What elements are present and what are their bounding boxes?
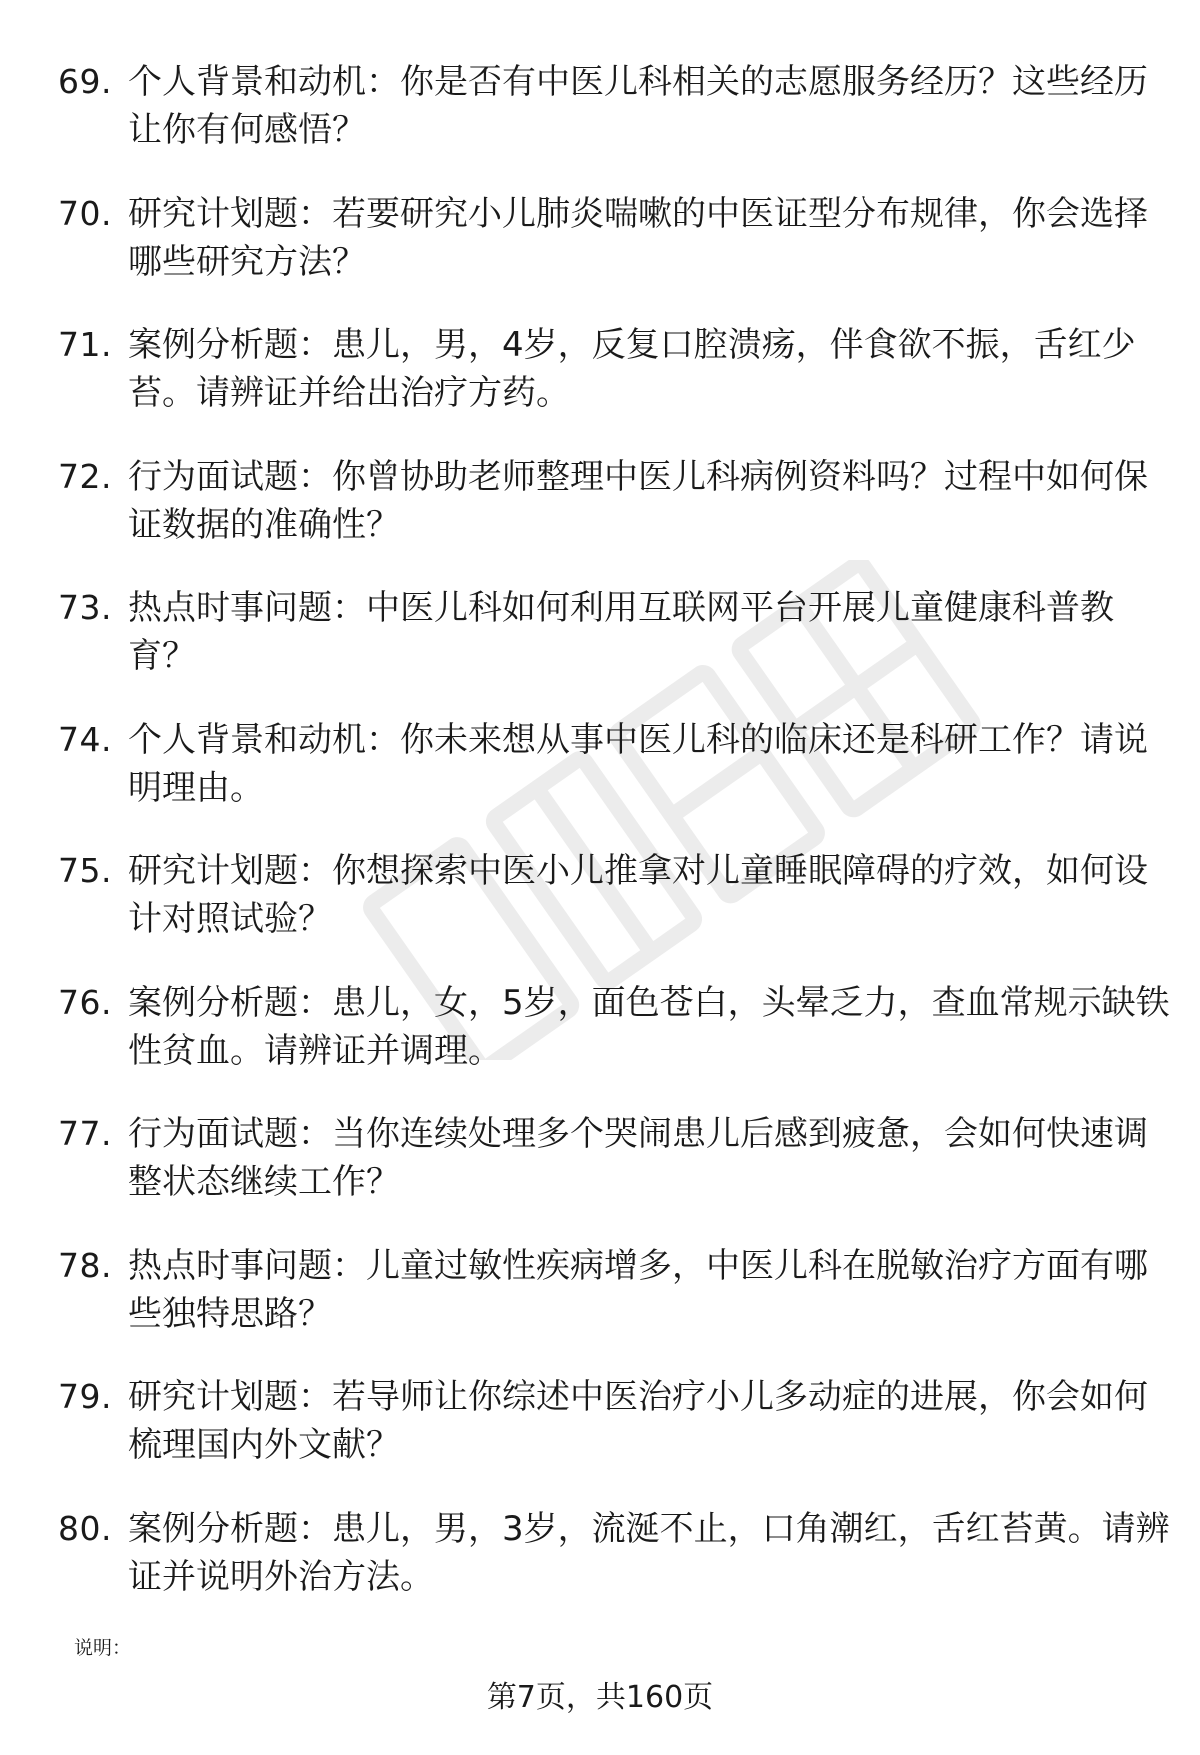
question-text: 行为面试题：当你连续处理多个哭闹患儿后感到疲惫，会如何快速调整状态继续工作？ <box>128 1114 1148 1202</box>
question-number: 73. <box>58 588 112 627</box>
question-number: 80. <box>58 1508 112 1548</box>
question-number: 74. <box>58 719 112 759</box>
question-number: 77. <box>58 1114 112 1153</box>
question-number: 71. <box>58 325 112 364</box>
question-item <box>0 1505 1200 1637</box>
question-item <box>0 1242 1200 1374</box>
question-item <box>0 584 1200 716</box>
question-item <box>0 979 1200 1111</box>
question-number: 75. <box>58 851 112 890</box>
question-item <box>0 321 1200 453</box>
page-footer: 第7页，共160页 <box>486 1680 714 1715</box>
question-number: 69. <box>58 62 112 101</box>
question-text: 热点时事问题：中医儿科如何利用互联网平台开展儿童健康科普教育？ <box>128 588 1114 676</box>
question-number: 76. <box>58 982 112 1022</box>
question-item <box>0 453 1200 585</box>
question-item <box>0 1110 1200 1242</box>
question-item <box>0 1373 1200 1505</box>
question-number: 70. <box>58 193 112 233</box>
question-text: 案例分析题：患儿，男，4岁，反复口腔溃疡，伴食欲不振，舌红少苔。请辨证并给出治疗方药。 <box>128 325 1136 413</box>
question-item <box>0 58 1200 190</box>
question-item <box>0 847 1200 979</box>
question-text: 个人背景和动机：你未来想从事中医儿科的临床还是科研工作？请说明理由。 <box>128 719 1148 808</box>
question-text: 个人背景和动机：你是否有中医儿科相关的志愿服务经历？这些经历让你有何感悟？ <box>128 62 1148 150</box>
question-text: 行为面试题：你曾协助老师整理中医儿科病例资料吗？过程中如何保证数据的准确性？ <box>128 456 1148 545</box>
question-number: 72. <box>58 456 112 496</box>
question-text: 研究计划题：若要研究小儿肺炎喘嗽的中医证型分布规律，你会选择哪些研究方法？ <box>128 193 1148 282</box>
question-text: 热点时事问题：儿童过敏性疾病增多，中医儿科在脱敏治疗方面有哪些独特思路？ <box>128 1245 1148 1334</box>
question-number: 79. <box>58 1377 112 1416</box>
question-text: 研究计划题：你想探索中医小儿推拿对儿童睡眠障碍的疗效，如何设计对照试验？ <box>128 851 1148 939</box>
question-text: 案例分析题：患儿，女，5岁，面色苍白，头晕乏力，查血常规示缺铁性贫血。请辨证并调理。 <box>128 982 1170 1071</box>
question-list <box>0 58 1200 1636</box>
question-text: 研究计划题：若导师让你综述中医治疗小儿多动症的进展，你会如何梳理国内外文献？ <box>128 1377 1148 1465</box>
question-number: 78. <box>58 1245 112 1285</box>
question-text: 案例分析题：患儿，男，3岁，流涎不止，口角潮红，舌红苔黄。请辨证并说明外治方法。 <box>128 1508 1170 1597</box>
question-item <box>0 190 1200 322</box>
question-item <box>0 716 1200 848</box>
note-label: 说明： <box>74 1637 132 1659</box>
